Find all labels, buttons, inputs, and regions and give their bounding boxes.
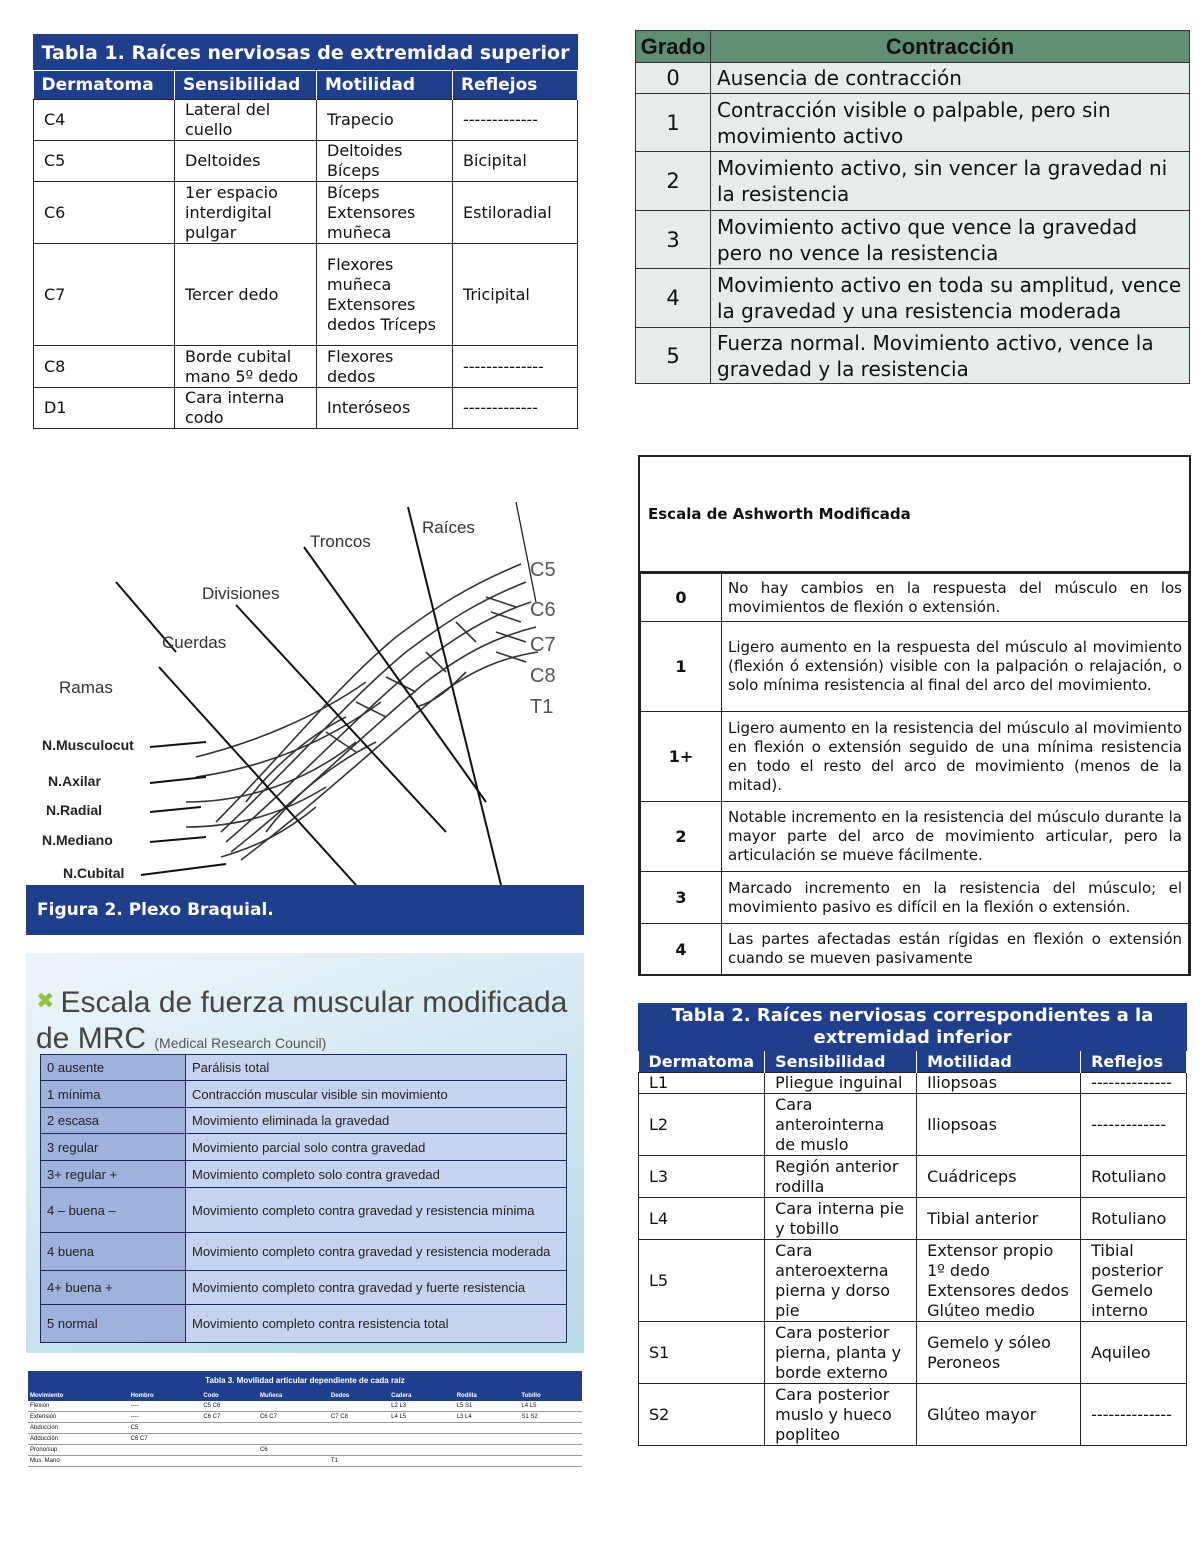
label-c7: C7 [530,634,556,656]
col-header: Reflejos [453,71,578,100]
escala-ashworth [638,455,1191,976]
cell: S2 [639,1384,765,1446]
table-row [34,100,578,141]
bullet-icon: ✖ [36,988,55,1013]
table-row [41,1161,567,1188]
table-row [639,1073,1187,1094]
col-header: Rodilla [455,1391,520,1401]
tabla-3 [28,1371,582,1481]
cell [389,1445,455,1456]
col-header: Codo [201,1391,258,1401]
cell: ------------- [453,388,578,429]
cell [201,1423,258,1434]
cell: Prono/sup [28,1445,129,1456]
tabla-grado [635,30,1190,384]
cell: Cara anterointerna de muslo [765,1094,917,1156]
cell [258,1423,329,1434]
cell: C6 C7 [201,1412,258,1423]
cell: 4 buena [41,1233,186,1271]
table-row [641,712,1189,802]
cell: 5 [636,328,711,384]
cell: L3 [639,1156,765,1198]
table-row [41,1108,567,1134]
cell: Rotuliano [1081,1156,1187,1198]
cell: Cara interna codo [175,388,317,429]
cell: Contracción visible o palpable, pero sin movimiento activo [711,94,1190,152]
cell: S1 S2 [519,1412,582,1423]
cell [329,1423,389,1434]
cell: 1 [641,622,722,712]
table-row [41,1134,567,1161]
tabla-2-caption: Tabla 2. Raíces nerviosas correspondientes a la extremidad inferior [638,1003,1187,1051]
cell: L4 [639,1198,765,1240]
ashworth-grid [640,573,1189,975]
label-musculocut: N.Musculocut [42,737,134,753]
label-cubital: N.Cubital [63,865,125,881]
cell: C6 [258,1445,329,1456]
cell: 3 [636,211,711,269]
table-row [639,1240,1187,1322]
cell: Cara posterior pierna, planta y borde externo [765,1322,917,1384]
tabla-grado-grid [635,30,1190,384]
table-row [34,346,578,388]
cell: Extensión [28,1412,129,1423]
col-header: Dedos [329,1391,389,1401]
table-row [639,1156,1187,1198]
cell: Movimiento activo en toda su amplitud, vence la gravedad y una resistencia moderada [711,269,1190,328]
table-row [28,1401,582,1412]
table-row [639,1322,1187,1384]
table-row [641,872,1189,924]
table-row [28,1456,582,1467]
cell: Iliopsoas [917,1094,1081,1156]
cell: 4 [641,924,722,975]
cell: Deltoides Bíceps [317,141,453,182]
cell: Tercer dedo [175,244,317,346]
table-row [28,1434,582,1445]
cell: Pliegue inguinal [765,1073,917,1094]
cell: C7 [34,244,175,346]
label-cuerdas: Cuerdas [162,633,227,652]
cell: C6 [34,182,175,244]
cell: 5 normal [41,1305,186,1343]
cell [519,1456,582,1467]
cell: Cara interna pie y tobillo [765,1198,917,1240]
col-header: Cadera [389,1391,455,1401]
cell: Adducción [28,1434,129,1445]
cell [389,1456,455,1467]
cell: 2 [641,802,722,872]
cell: Movimiento completo contra gravedad y fuerte resistencia [186,1271,567,1305]
cell: Bicipital [453,141,578,182]
mrc-title: Escala de fuerza muscular modificada de MRC [36,986,568,1055]
cell: Marcado incremento en la resistencia del músculo; el movimiento pasivo es difícil en la flexión o extensión. [722,872,1189,924]
table-row [41,1055,567,1081]
table-row [41,1233,567,1271]
tabla-1-grid [33,70,578,429]
cell: 1 mínima [41,1081,186,1108]
cell: Movimiento completo contra gravedad y resistencia mínima [186,1188,567,1233]
cell: C8 [34,346,175,388]
table-row [41,1081,567,1108]
cell [329,1445,389,1456]
cell [129,1456,202,1467]
cell: 1+ [641,712,722,802]
tabla-2 [638,1003,1187,1446]
table-row [28,1412,582,1423]
col-header: Motilidad [917,1051,1081,1073]
cell: Glúteo mayor [917,1384,1081,1446]
cell [329,1401,389,1412]
cell: L2 [639,1094,765,1156]
col-header: Motilidad [317,71,453,100]
cell: Interóseos [317,388,453,429]
cell: No hay cambios en la respuesta del músculo en los movimientos de flexión o extensión. [722,574,1189,622]
cell: ------------- [1081,1094,1187,1156]
cell: Trapecio [317,100,453,141]
cell: Borde cubital mano 5º dedo [175,346,317,388]
cell: 0 ausente [41,1055,186,1081]
cell: Movimiento activo que vence la gravedad pero no vence la resistencia [711,211,1190,269]
cell: 3+ regular + [41,1161,186,1188]
table-row [636,211,1190,269]
cell: Extensor propio 1º dedo Extensores dedos Glúteo medio [917,1240,1081,1322]
col-header: Dermatoma [639,1051,765,1073]
mrc-title-block [36,983,584,1061]
table-row [41,1305,567,1343]
cell: Lateral del cuello [175,100,317,141]
cell: ---- [129,1412,202,1423]
cell: -------------- [1081,1073,1187,1094]
cell: Bíceps Extensores muñeca [317,182,453,244]
cell: ------------- [453,100,578,141]
col-header: Movimiento [28,1391,129,1401]
label-c5: C5 [530,559,556,581]
cell: D1 [34,388,175,429]
table-row [641,574,1189,622]
cell: C5 [34,141,175,182]
cell: Tricipital [453,244,578,346]
col-header: Tobillo [519,1391,582,1401]
cell: Movimiento activo, sin vencer la gravedad ni la resistencia [711,152,1190,211]
cell: Parálisis total [186,1055,567,1081]
label-c8: C8 [530,665,556,687]
col-header: Grado [636,31,711,63]
cell: S1 [639,1322,765,1384]
cell: 1 [636,94,711,152]
label-troncos: Troncos [310,532,371,551]
cell: Rotuliano [1081,1198,1187,1240]
col-header: Sensibilidad [765,1051,917,1073]
table-row [641,802,1189,872]
cell: 3 regular [41,1134,186,1161]
table-row [636,94,1190,152]
cell: Tibial anterior [917,1198,1081,1240]
cell: L1 [639,1073,765,1094]
cell [258,1434,329,1445]
cell: C7 C8 [329,1412,389,1423]
label-ramas: Ramas [59,678,113,697]
cell [455,1445,520,1456]
cell: 0 [636,63,711,94]
cell: Flexión [28,1401,129,1412]
cell: -------------- [1081,1384,1187,1446]
table-row [34,182,578,244]
table-row [34,141,578,182]
cell: T1 [329,1456,389,1467]
cell [455,1434,520,1445]
label-radial: N.Radial [46,802,103,818]
cell: Las partes afectadas están rígidas en flexión o extensión cuando se mueven pasivamente [722,924,1189,975]
cell [201,1456,258,1467]
figura-caption: Figura 2. Plexo Braquial. [26,885,584,935]
cell: 2 [636,152,711,211]
label-t1: T1 [530,696,554,718]
cell: Tibial posterior Gemelo interno [1081,1240,1187,1322]
label-divisiones: Divisiones [202,584,280,603]
table-row [41,1188,567,1233]
table-row [28,1423,582,1434]
table-row [636,269,1190,328]
table-row [28,1445,582,1456]
cell: Cuádriceps [917,1156,1081,1198]
cell [389,1434,455,1445]
cell: -------------- [453,346,578,388]
cell: Movimiento completo solo contra gravedad [186,1161,567,1188]
cell: Ligero aumento en la respuesta del músculo al movimiento (flexión ó extensión) visible con la palpación o relajación, o solo mínima resistencia al final del arco del movimiento. [722,622,1189,712]
cell: L3 L4 [455,1412,520,1423]
cell: Cara anteroexterna pierna y dorso pie [765,1240,917,1322]
table-row [639,1094,1187,1156]
table-row [641,924,1189,975]
cell: Flexores muñeca Extensores dedos Tríceps [317,244,453,346]
cell: 2 escasa [41,1108,186,1134]
table-row [641,622,1189,712]
cell: 4+ buena + [41,1271,186,1305]
cell [455,1456,520,1467]
cell: ---- [129,1401,202,1412]
col-header: Muñeca [258,1391,329,1401]
cell: Movimiento parcial solo contra gravedad [186,1134,567,1161]
col-header: Hombro [129,1391,202,1401]
cell: Aquileo [1081,1322,1187,1384]
cell: 3 [641,872,722,924]
mrc-subtitle: (Medical Research Council) [154,1035,327,1051]
cell: L4 L5 [389,1412,455,1423]
cell: Gemelo y sóleo Peroneos [917,1322,1081,1384]
cell: L5 S1 [455,1401,520,1412]
cell: C6 C7 [129,1434,202,1445]
label-mediano: N.Mediano [42,832,113,848]
cell: Ausencia de contracción [711,63,1190,94]
label-raices: Raíces [422,518,475,537]
cell: L2 L3 [389,1401,455,1412]
cell: 1er espacio interdigital pulgar [175,182,317,244]
cell [519,1434,582,1445]
cell: 4 – buena – [41,1188,186,1233]
col-header: Reflejos [1081,1051,1187,1073]
cell: C4 [34,100,175,141]
cell [258,1456,329,1467]
tabla-1-caption: Tabla 1. Raíces nerviosas de extremidad superior [33,34,578,70]
tabla-1 [33,34,578,429]
cell [201,1434,258,1445]
cell [519,1423,582,1434]
label-c6: C6 [530,599,556,621]
cell: C5 C6 [201,1401,258,1412]
table-row [636,63,1190,94]
tabla-2-grid [638,1051,1187,1446]
table-row [41,1271,567,1305]
cell: Iliopsoas [917,1073,1081,1094]
table-row [639,1198,1187,1240]
cell [258,1401,329,1412]
col-header: Sensibilidad [175,71,317,100]
cell [455,1423,520,1434]
cell: Movimiento completo contra gravedad y resistencia moderada [186,1233,567,1271]
table-row [34,388,578,429]
label-axilar: N.Axilar [48,773,101,789]
tabla-3-caption: Tabla 3. Movilidad articular dependiente de cada raíz [28,1371,582,1391]
cell: Región anterior rodilla [765,1156,917,1198]
cell: L4 L5 [519,1401,582,1412]
cell [329,1434,389,1445]
escala-mrc [26,953,584,1353]
tabla-3-grid [28,1391,582,1467]
ashworth-title: Escala de Ashworth Modificada [640,457,1189,573]
col-header: Dermatoma [34,71,175,100]
cell: Abducción [28,1423,129,1434]
cell: 4 [636,269,711,328]
cell: Movimiento eliminada la gravedad [186,1108,567,1134]
table-row [639,1384,1187,1446]
cell: Estiloradial [453,182,578,244]
cell: Mus. Mano [28,1456,129,1467]
table-row [636,152,1190,211]
cell [129,1445,202,1456]
cell: Fuerza normal. Movimiento activo, vence la gravedad y la resistencia [711,328,1190,384]
cell: Contracción muscular visible sin movimiento [186,1081,567,1108]
cell: 0 [641,574,722,622]
mrc-grid [40,1054,567,1343]
cell [389,1423,455,1434]
cell: L5 [639,1240,765,1322]
cell: C5 [129,1423,202,1434]
cell: C6 C7 [258,1412,329,1423]
cell [519,1445,582,1456]
cell: Notable incremento en la resistencia del músculo durante la mayor parte del arco de movimiento articular, pero la articulación se mueve fácilmente. [722,802,1189,872]
col-header: Contracción [711,31,1190,63]
cell [201,1445,258,1456]
cell: Movimiento completo contra resistencia total [186,1305,567,1343]
table-row [34,244,578,346]
figura-plexo-braquial [26,502,584,935]
cell: Ligero aumento en la resistencia del músculo al movimiento en flexión o extensión seguido de una mínima resistencia en todo el resto del arco de movimiento (menos de la mitad). [722,712,1189,802]
cell: Cara posterior muslo y hueco popliteo [765,1384,917,1446]
cell: Flexores dedos [317,346,453,388]
cell: Deltoides [175,141,317,182]
table-row [636,328,1190,384]
